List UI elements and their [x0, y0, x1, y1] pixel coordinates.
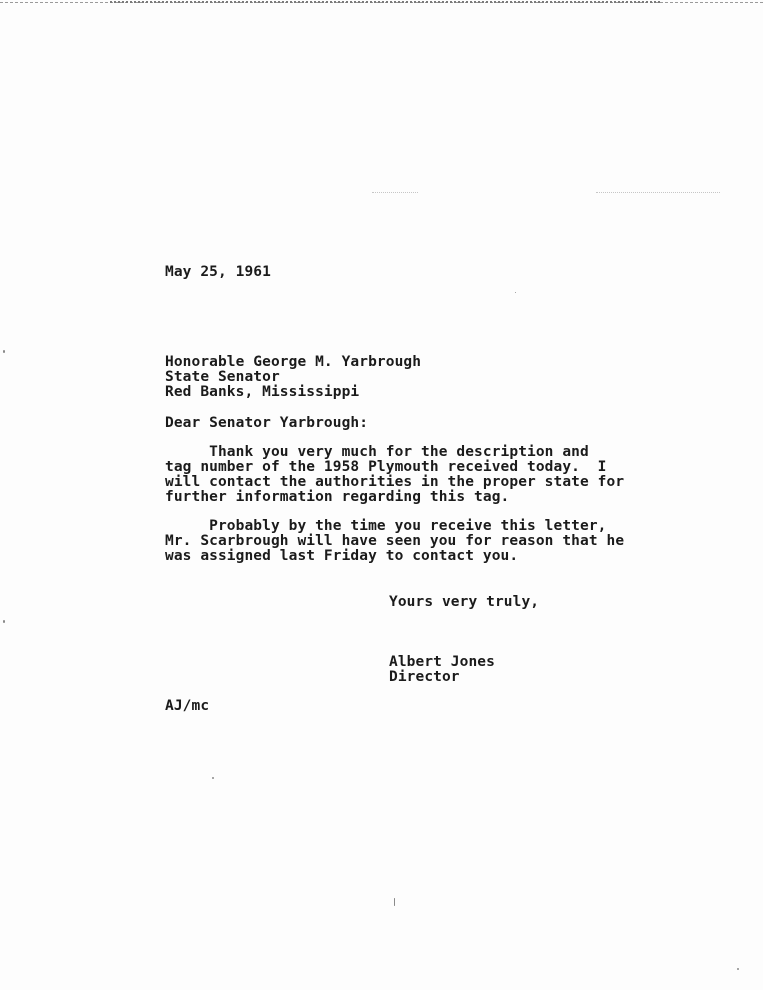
scan-speck	[212, 777, 214, 779]
letter-date: May 25, 1961	[165, 264, 271, 280]
reference-initials: AJ/mc	[165, 698, 210, 714]
paragraph-line: further information regarding this tag.	[165, 489, 510, 505]
paragraph-line: Thank you very much for the description and	[165, 444, 589, 460]
salutation: Dear Senator Yarbrough:	[165, 415, 369, 431]
signer-name: Albert Jones	[389, 654, 495, 670]
scan-speck	[737, 968, 739, 970]
recipient-title: State Senator	[165, 369, 280, 385]
page-top-edge-shadow	[110, 1, 660, 3]
signer-title: Director	[389, 669, 460, 685]
recipient-name: Honorable George M. Yarbrough	[165, 354, 422, 370]
faint-scan-mark	[372, 192, 418, 194]
complimentary-closing: Yours very truly,	[389, 594, 540, 610]
scan-speck	[3, 350, 5, 353]
paragraph-line: was assigned last Friday to contact you.	[165, 548, 519, 564]
paragraph-line: will contact the authorities in the proper state for	[165, 474, 625, 490]
paragraph-line: Probably by the time you receive this letter,	[165, 518, 607, 534]
scan-speck	[515, 292, 516, 293]
paragraph-line: tag number of the 1958 Plymouth received today. I	[165, 459, 607, 475]
scan-speck	[394, 898, 395, 906]
faint-scan-mark	[596, 192, 720, 194]
recipient-location: Red Banks, Mississippi	[165, 384, 360, 400]
scan-speck	[3, 620, 5, 623]
paragraph-line: Mr. Scarbrough will have seen you for reason that he	[165, 533, 625, 549]
